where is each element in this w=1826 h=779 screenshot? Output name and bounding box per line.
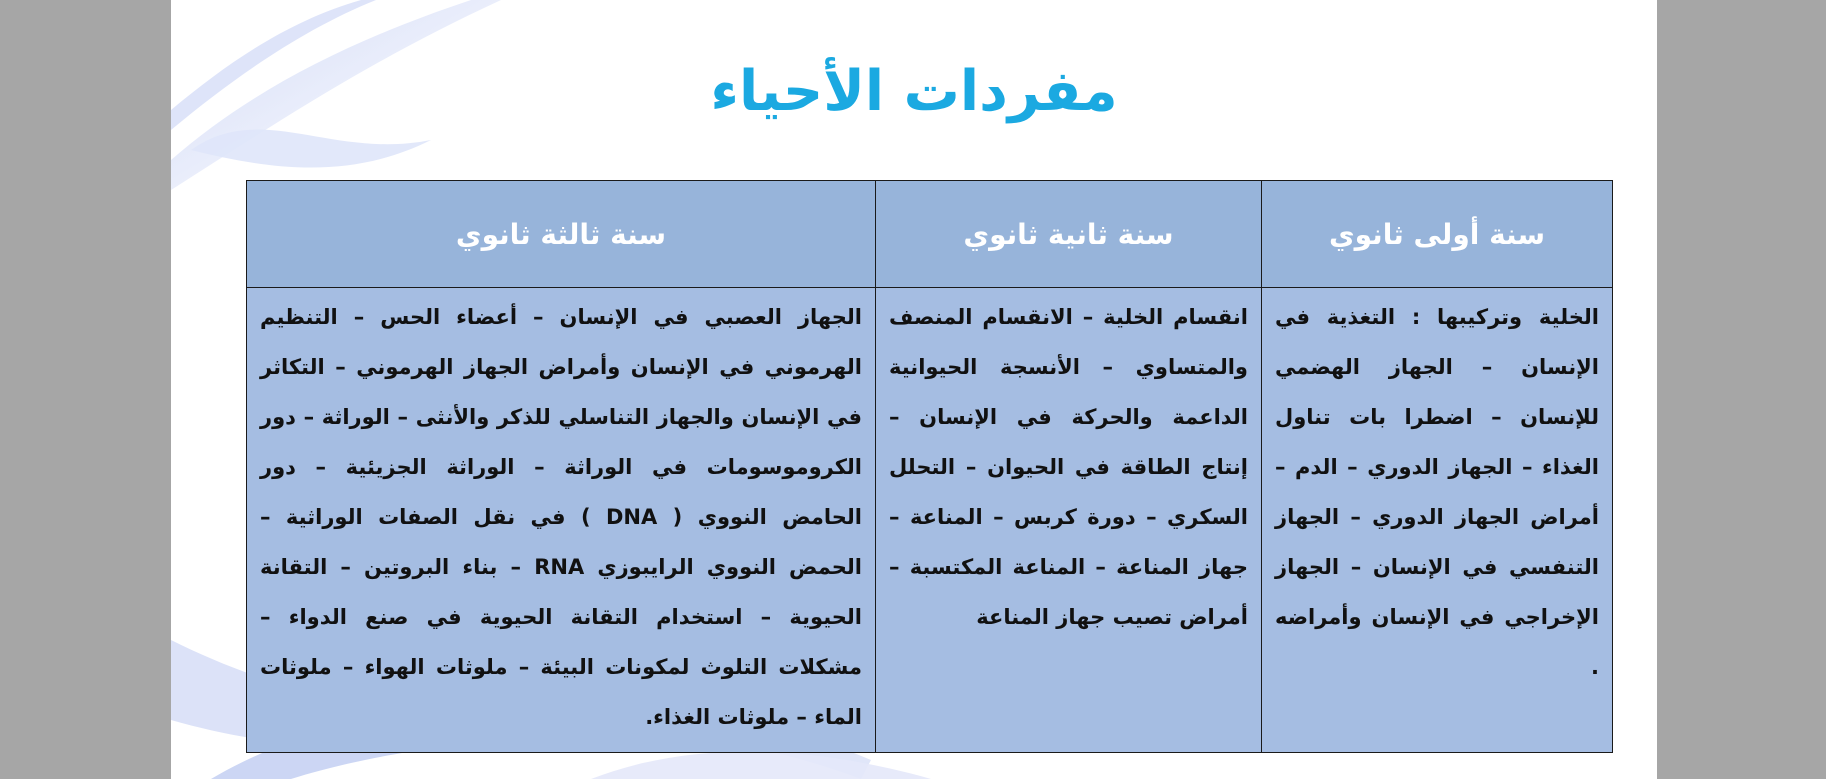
page-title: مفردات الأحياء — [710, 59, 1118, 124]
first-year-topics: الخلية وتركيبها : التغذية في الإنسان – الجهاز الهضمي للإنسان – اضطرا بات تناول الغذاء – الجهاز الدوري – الدم – أمراض الجهاز الدوري – الجهاز التنفسي في الإنسان – الجهاز الإخراجي في الإنسان وأمراضه . — [1275, 305, 1599, 679]
header-first-year: سنة أولى ثانوي — [1262, 181, 1613, 288]
table-header-row — [247, 181, 1613, 288]
curriculum-table-wrapper — [246, 180, 1612, 729]
cell-second-year — [876, 288, 1262, 753]
header-second-year: سنة ثانية ثانوي — [876, 181, 1262, 288]
cell-first-year — [1262, 288, 1613, 753]
curriculum-table — [246, 180, 1613, 753]
header-third-year: سنة ثالثة ثانوي — [247, 181, 876, 288]
document-page — [171, 0, 1657, 779]
third-year-topics: الجهاز العصبي في الإنسان – أعضاء الحس – التنظيم الهرموني في الإنسان وأمراض الجهاز الهرموني – التكاثر في الإنسان والجهاز التناسلي للذكر والأنثى – الوراثة – دور الكروموسومات في الوراثة – الوراثة الجزيئية – دور الحامض النووي ( DNA ) في نقل الصفات الوراثية – الحمض النووي الرايبوزي RNA – بناء البروتين – التقانة الحيوية – استخدام التقانة الحيوية في صنع الدواء – مشكلات التلوث لمكونات البيئة – ملوثات الهواء – ملوثات الماء – ملوثات الغذاء. — [260, 305, 862, 729]
cell-third-year — [247, 288, 876, 753]
second-year-topics: انقسام الخلية – الانقسام المنصف والمتساوي – الأنسجة الحيوانية الداعمة والحركة في الإنسان – إنتاج الطاقة في الحيوان – التحلل السكري – دورة كربس – المناعة – جهاز المناعة – المناعة المكتسبة – أمراض تصيب جهاز المناعة — [889, 305, 1248, 629]
table-row — [247, 288, 1613, 753]
